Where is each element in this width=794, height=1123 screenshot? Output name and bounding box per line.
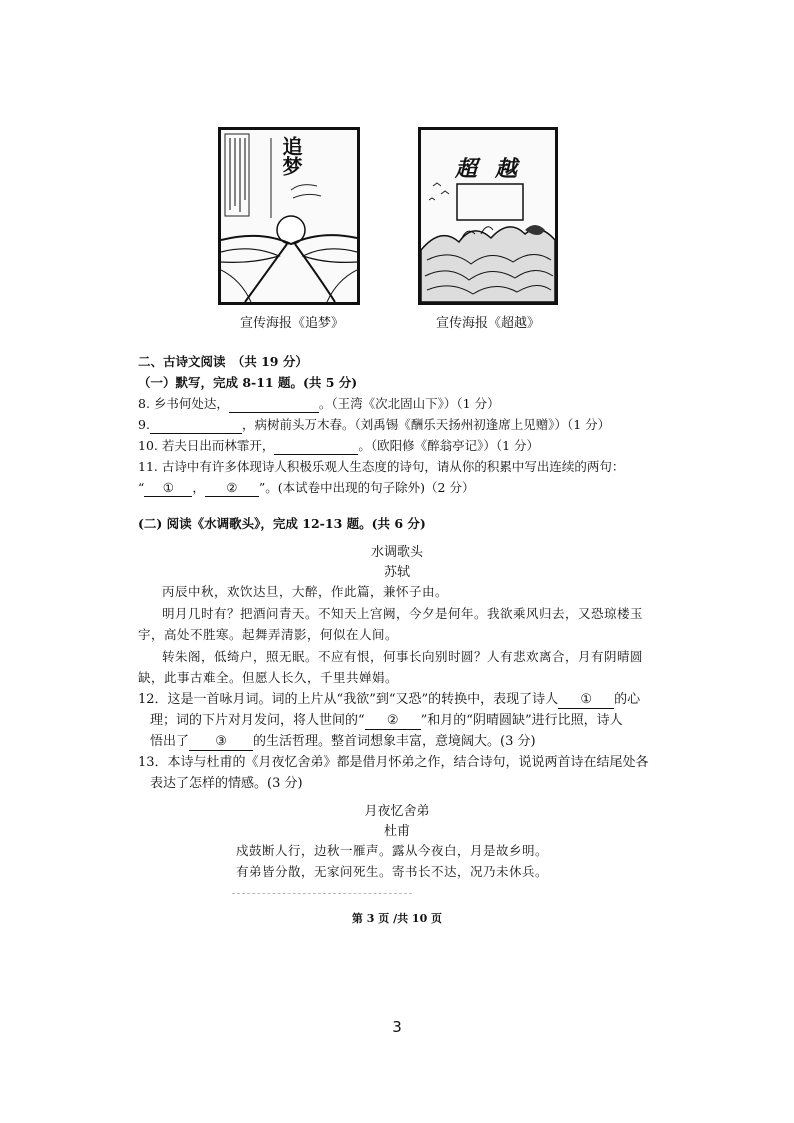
answer-blank-11-1[interactable]: ① bbox=[144, 480, 192, 497]
poster-chase-dream bbox=[218, 127, 360, 305]
poem2-author: 杜甫 bbox=[383, 824, 410, 839]
open-quote: “ bbox=[138, 480, 145, 495]
page-number: 3 bbox=[392, 1018, 402, 1036]
poem1-line2: 宇，高处不胜寒。起舞弄清影，何似在人间。 bbox=[138, 627, 399, 642]
part2-heading: (二) 阅读《水调歌头》，完成 12-13 题。(共 6 分) bbox=[138, 516, 426, 531]
poster-surpass bbox=[418, 127, 558, 305]
question-12-prompt-c: 理；词的下片对月发问，将人世间的“ bbox=[150, 713, 365, 728]
question-9-prompt: ，病树前头万木春。（刘禹锡《酬乐天扬州初逢席上见赠》）（1 分） bbox=[241, 417, 611, 432]
poster-chase-dream-title: 追梦 bbox=[279, 136, 303, 176]
answer-blank-8[interactable] bbox=[229, 396, 319, 413]
question-12-prompt-d: ”和月的“阴晴圆缺”进行比照，诗人 bbox=[420, 713, 623, 728]
question-10 bbox=[138, 438, 539, 455]
answer-blank-10[interactable] bbox=[274, 438, 358, 455]
question-12-prompt-e: 悟出了 bbox=[150, 734, 190, 749]
question-12-line2 bbox=[150, 713, 623, 730]
question-12-prompt-b: 的心 bbox=[614, 692, 641, 707]
question-12-line1 bbox=[138, 692, 640, 709]
answer-blank-12-2[interactable]: ② bbox=[365, 713, 421, 730]
poster-chase-dream-caption: 宣传海报《追梦》 bbox=[240, 316, 345, 331]
poster-surpass-caption: 宣传海报《超越》 bbox=[436, 316, 541, 331]
poem1-line3: 转朱阁，低绮户，照无眠。不应有恨，何事长向别时圆？人有悲欢离合，月有阴晴圆 bbox=[162, 649, 644, 664]
question-8 bbox=[138, 396, 500, 413]
answer-blank-11-2[interactable]: ② bbox=[205, 480, 259, 497]
question-8-prompt: 8. 乡书何处达， bbox=[138, 396, 229, 411]
page-info: 第 3 页 /共 10 页 bbox=[351, 912, 443, 925]
question-11-line2 bbox=[138, 480, 474, 497]
question-10-prompt: 10. 若夫日出而林霏开， bbox=[138, 438, 275, 453]
scan-divider bbox=[232, 893, 412, 894]
question-13-line1: 13．本诗与杜甫的《月夜忆舍弟》都是借月怀弟之作，结合诗句，说说两首诗在结尾处各 bbox=[138, 755, 649, 770]
question-13-line2: 表达了怎样的情感。(3 分) bbox=[150, 776, 303, 791]
poem2-line2: 有弟皆分散，无家问死生。寄书长不达，况乃未休兵。 bbox=[236, 864, 549, 879]
question-11-note: ”。(本试卷中出现的句子除外)（2 分） bbox=[258, 480, 475, 495]
question-12-prompt-f: 的生活哲理。整首词想象丰富，意境阔大。(3 分) bbox=[253, 734, 536, 749]
poem2-line1: 戍鼓断人行，边秋一雁声。露从今夜白，月是故乡明。 bbox=[236, 843, 549, 858]
answer-blank-12-3[interactable]: ③ bbox=[189, 734, 253, 751]
answer-blank-9[interactable] bbox=[150, 417, 242, 434]
poem1-author: 苏轼 bbox=[383, 565, 410, 580]
question-9-number: 9. bbox=[138, 417, 150, 432]
question-8-source: 。（王湾《次北固山下》）（1 分） bbox=[318, 396, 500, 411]
question-11-line1: 11. 古诗中有许多体现诗人积极乐观人生态度的诗句，请从你的积累中写出连续的两句： bbox=[138, 459, 625, 474]
comma-sep: ， bbox=[192, 480, 205, 495]
question-10-source: 。（欧阳修《醉翁亭记》）（1 分） bbox=[358, 438, 540, 453]
poem1-line1: 明月几时有？把酒问青天。不知天上宫阙，今夕是何年。我欲乘风归去，又恐琼楼玉 bbox=[162, 606, 644, 621]
poem1-line4: 缺，此事古难全。但愿人长久，千里共婵娟。 bbox=[138, 670, 399, 685]
poem2-title: 月夜忆舍弟 bbox=[364, 804, 430, 819]
answer-blank-12-1[interactable]: ① bbox=[558, 692, 614, 709]
poem1-preface: 丙辰中秋，欢饮达旦，大醉，作此篇，兼怀子由。 bbox=[162, 584, 449, 599]
part1-heading: （一）默写，完成 8-11 题。(共 5 分) bbox=[138, 375, 358, 390]
question-12-line3 bbox=[150, 734, 536, 751]
poem1-title: 水调歌头 bbox=[370, 545, 423, 560]
question-9 bbox=[138, 417, 610, 434]
question-12-prompt-a: 12．这是一首咏月词。词的上片从“我欲”到“又恐”的转换中，表现了诗人 bbox=[138, 692, 559, 707]
poster-surpass-title: 超越 bbox=[455, 156, 536, 182]
section-heading: 二、古诗文阅读 （共 19 分） bbox=[138, 354, 308, 369]
